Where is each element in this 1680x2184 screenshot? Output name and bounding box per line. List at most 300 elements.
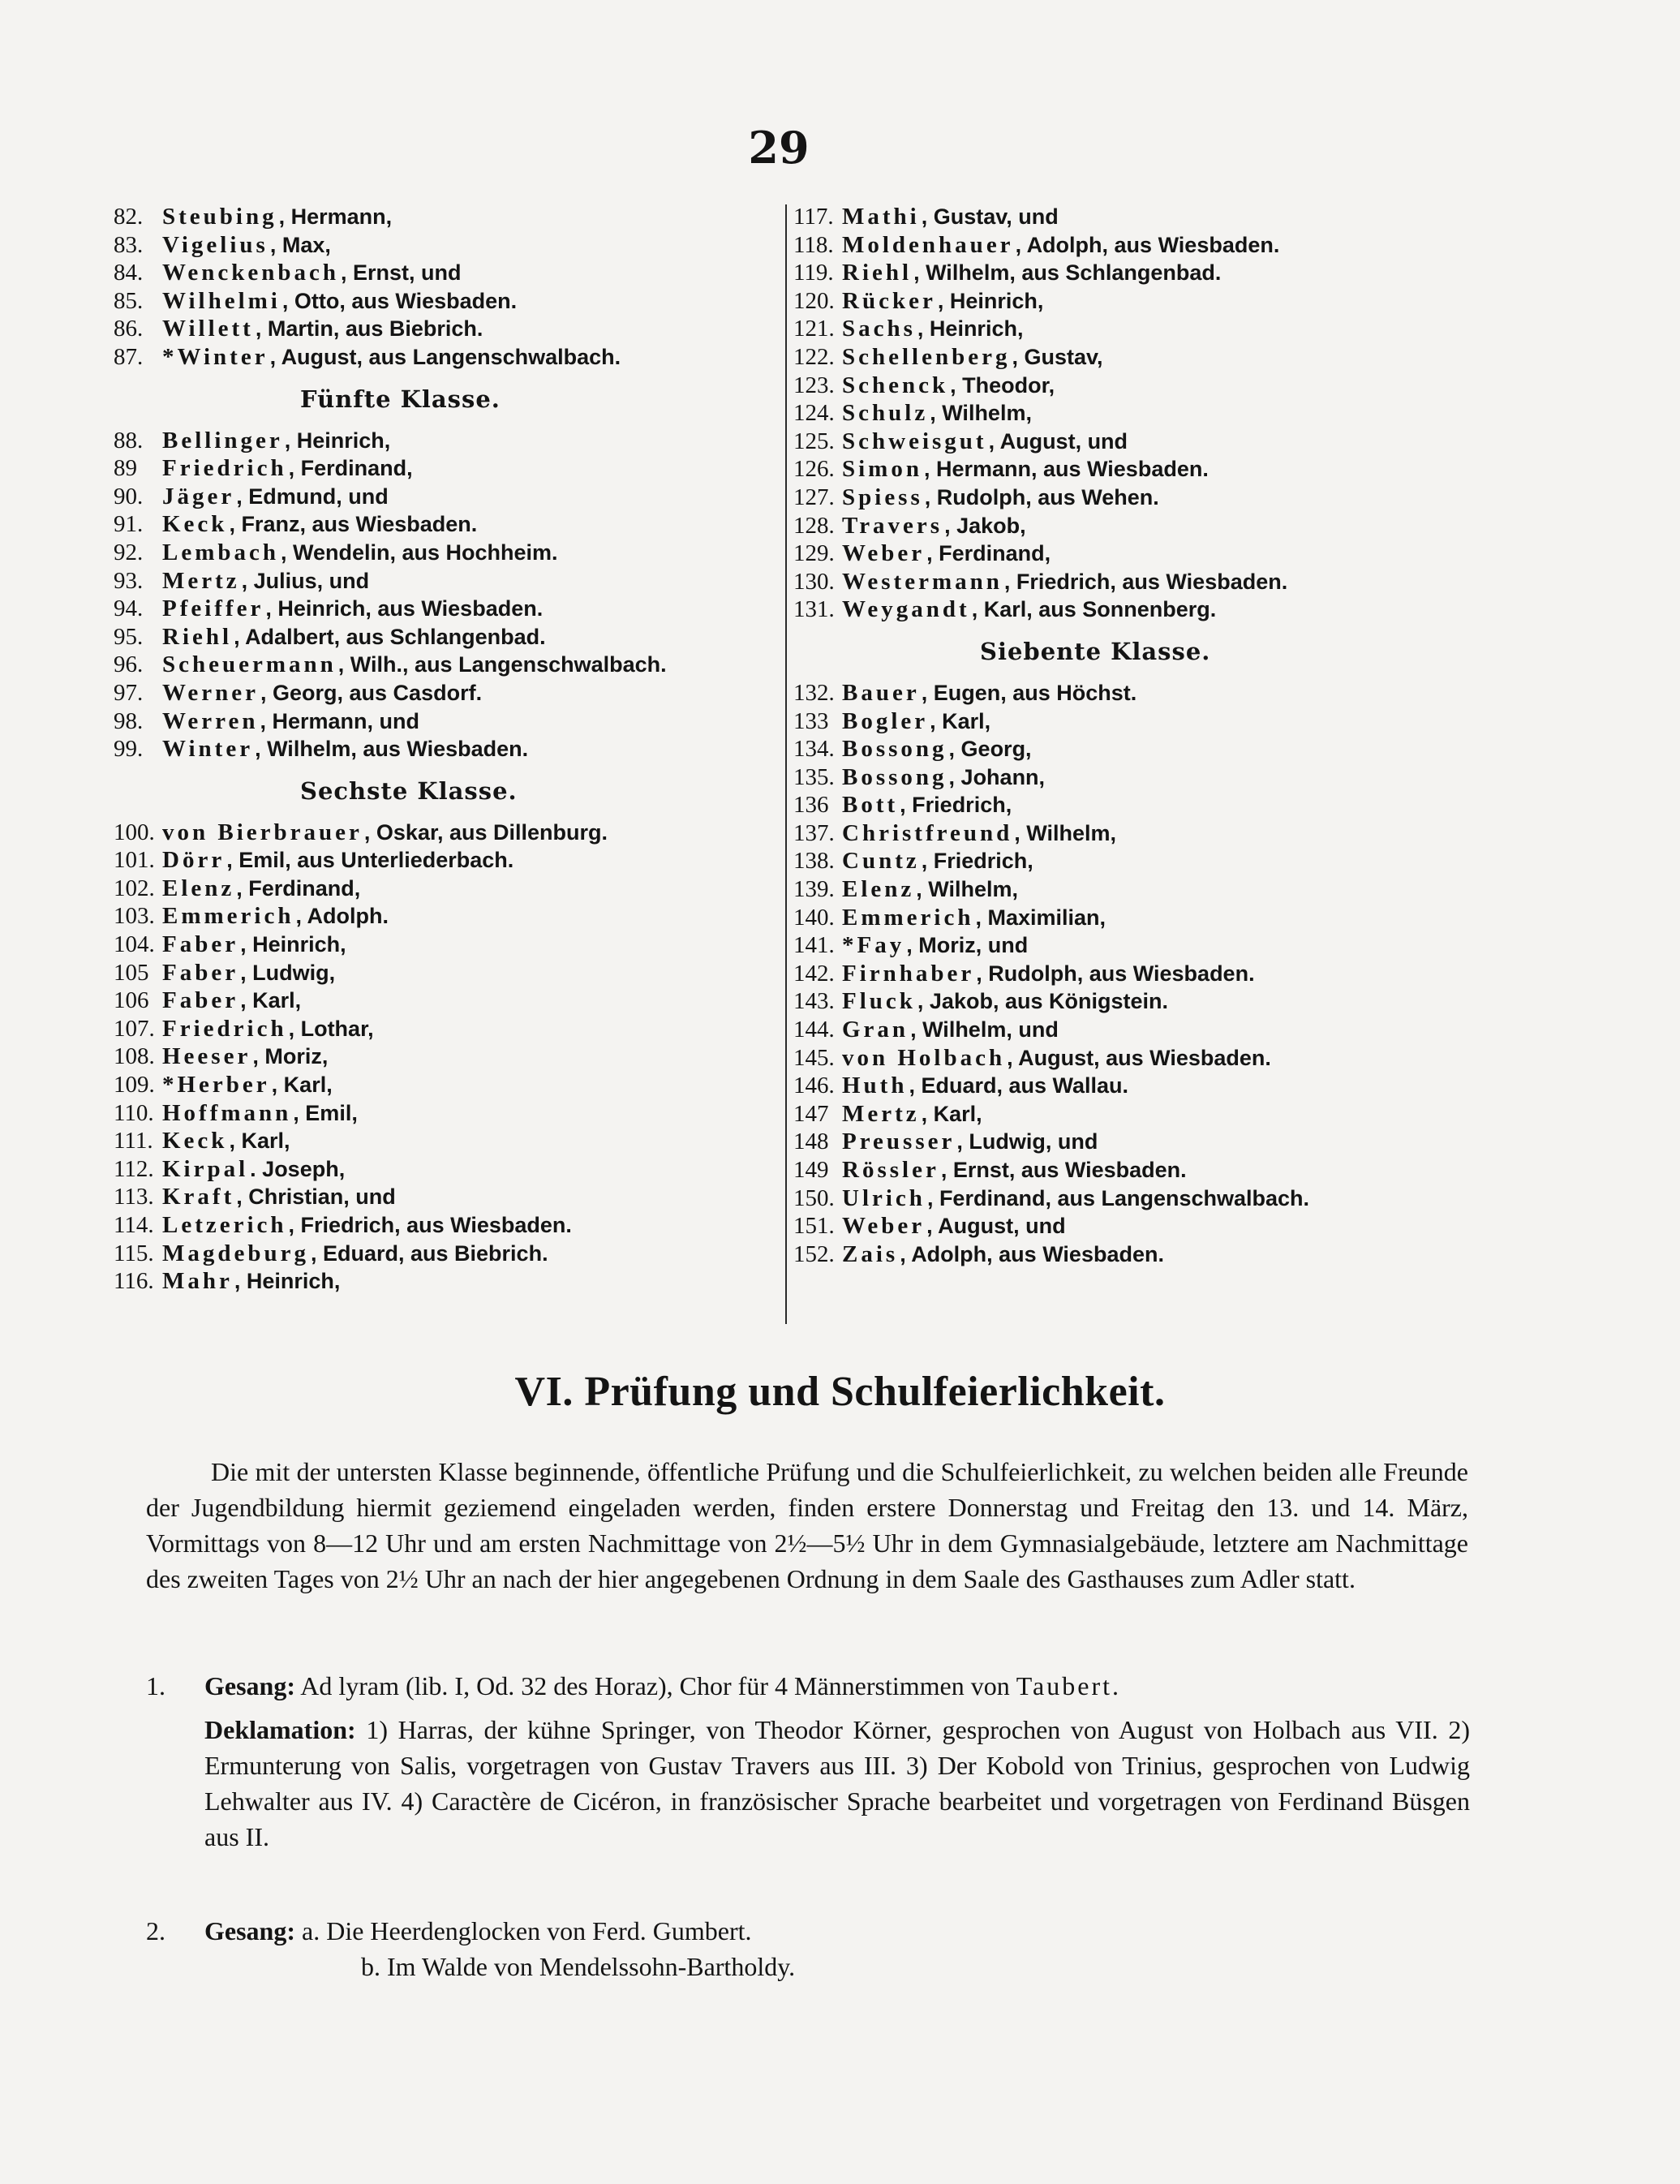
- entry-surname: Elenz: [842, 876, 915, 903]
- entry-number: 123.: [793, 372, 835, 398]
- entry-number: 104.: [114, 931, 155, 958]
- entry-surname: Kirpal: [162, 1155, 249, 1182]
- entry-details: , Heinrich,: [937, 288, 1044, 313]
- entry-details: , Heinrich,: [240, 932, 346, 957]
- entry-number: 142.: [793, 960, 835, 987]
- entry-details: , August, aus Langenschwalbach.: [269, 344, 621, 369]
- list-item: [114, 1071, 779, 1099]
- entry-surname: Schweisgut: [842, 428, 987, 454]
- entry-details: , Emil,: [293, 1100, 358, 1125]
- entry-number: 122.: [793, 343, 835, 370]
- entry-details: , Karl,: [930, 708, 991, 733]
- entry-surname: Travers: [842, 512, 943, 539]
- list-item: [114, 1099, 779, 1128]
- entry-surname: *Fay: [842, 932, 905, 959]
- entry-surname: Simon: [842, 456, 922, 483]
- entry-surname: Weber: [842, 1213, 926, 1240]
- entry-number: 91.: [114, 511, 144, 538]
- entry-details: , Wilhelm,: [916, 877, 1019, 902]
- column-divider: [785, 204, 787, 1324]
- right-column: [793, 203, 1483, 1268]
- entry-number: 90.: [114, 483, 144, 509]
- entry-details: , Wilhelm, und: [910, 1017, 1059, 1043]
- entry-details: , Wilhelm, aus Wiesbaden.: [255, 737, 529, 762]
- deklamation-text: 1) Harras, der kühne Springer, von Theodor Körner, gesprochen von August von Holbach aus VII. 2) Ermunterung von Salis, vorgetragen von Gustav Travers aus III. 3) Der Kobold von Trinius, gesprochen von Ludwig Lehwalter aus IV. 4) Caractère de Cicéron, in französischer Sprache bearbeitet und vorgetragen von Ferdinand Büsgen aus II.: [204, 1715, 1471, 1851]
- list-item: [114, 931, 779, 959]
- entry-details: , Maximilian,: [975, 905, 1106, 930]
- entry-details: , Karl,: [229, 1129, 290, 1154]
- entry-surname: Wenckenbach: [162, 260, 340, 286]
- list-item: [114, 1240, 779, 1268]
- list-item: [793, 231, 1483, 260]
- entry-surname: Friedrich: [162, 1015, 287, 1042]
- entry-number: 145.: [793, 1044, 835, 1071]
- entry-number: 143.: [793, 988, 835, 1015]
- list-item: [793, 512, 1483, 540]
- list-item: [114, 203, 779, 231]
- entry-number: 129.: [793, 540, 835, 567]
- entry-details: , Max,: [269, 232, 331, 257]
- entry-surname: Keck: [162, 1128, 228, 1154]
- list-item: [114, 315, 779, 343]
- entry-number: 94.: [114, 595, 144, 622]
- list-group-4: [114, 203, 779, 372]
- list-item: [114, 1267, 779, 1296]
- entry-details: , Oskar, aus Dillenburg.: [363, 819, 608, 845]
- entry-number: 121.: [793, 316, 835, 342]
- list-item: [114, 959, 779, 987]
- entry-details: , Hermann, aus Wiesbaden.: [923, 457, 1209, 482]
- entry-number: 99.: [114, 736, 144, 763]
- gesang-label: Gesang:: [204, 1671, 295, 1700]
- entry-number: 138.: [793, 848, 835, 875]
- list-item: [114, 1015, 779, 1043]
- entry-surname: Sachs: [842, 316, 916, 342]
- entry-surname: Friedrich: [162, 455, 287, 482]
- entry-surname: Wilhelmi: [162, 287, 281, 314]
- list-item: [114, 539, 779, 567]
- entry-surname: Firnhaber: [842, 960, 975, 987]
- entry-surname: Ulrich: [842, 1184, 926, 1211]
- entry-details: , Ferdinand,: [926, 541, 1051, 566]
- list-item: [793, 1240, 1483, 1269]
- entry-surname: Zais: [842, 1240, 899, 1267]
- list-item: [114, 679, 779, 707]
- entry-number: 103.: [114, 903, 155, 930]
- entry-details: , Eugen, aus Höchst.: [921, 680, 1137, 705]
- list-item: [793, 875, 1483, 904]
- entry-details: , Heinrich,: [234, 1269, 341, 1294]
- gesang-composer: Taubert.: [1016, 1671, 1121, 1700]
- entry-surname: Magdeburg: [162, 1240, 309, 1266]
- entry-details: , Adolph, aus Wiesbaden.: [1015, 232, 1280, 257]
- entry-number: 150.: [793, 1184, 835, 1211]
- entry-surname: Faber: [162, 931, 239, 958]
- list-item: [114, 846, 779, 875]
- list-item: [793, 735, 1483, 763]
- entry-details: , Ludwig, und: [956, 1129, 1098, 1154]
- gesang-label-2: Gesang:: [204, 1916, 295, 1945]
- entry-number: 84.: [114, 260, 144, 286]
- entry-details: , Ferdinand,: [288, 456, 413, 481]
- entry-number: 85.: [114, 287, 144, 314]
- entry-details: , Ferdinand, aus Langenschwalbach.: [926, 1185, 1310, 1210]
- entry-number: 86.: [114, 316, 144, 342]
- page-number: 29: [748, 122, 810, 174]
- list-item: [114, 595, 779, 623]
- entry-details: , Jakob,: [944, 513, 1026, 538]
- list-item: [793, 1184, 1483, 1213]
- entry-number: 113.: [114, 1184, 154, 1210]
- entry-surname: Pfeiffer: [162, 595, 264, 622]
- entry-number: 152.: [793, 1240, 835, 1267]
- entry-number: 119.: [793, 260, 834, 286]
- entry-number: 83.: [114, 231, 144, 258]
- entry-details: , Karl, aus Sonnenberg.: [971, 597, 1217, 622]
- entry-surname: Rössler: [842, 1157, 939, 1183]
- entry-surname: Mahr: [162, 1268, 233, 1295]
- entry-details: , Martin, aus Biebrich.: [255, 316, 483, 342]
- entry-number: 102.: [114, 875, 155, 901]
- list-item: [793, 791, 1483, 819]
- entry-surname: Bossong: [842, 736, 947, 763]
- entry-surname: Huth: [842, 1073, 908, 1099]
- list-item: [793, 1072, 1483, 1100]
- heading-siebente-klasse: Siebente Klasse.: [980, 637, 1211, 665]
- section-paragraph: Die mit der untersten Klasse beginnende, öffentliche Prüfung und die Schulfeierlichkeit, zu welchen beiden alle Freunde der Jugendbildung hiermit geziemend eingeladen werden, finden erstere Donnerstag und Freitag den 13. und 14. März, Vormittags von 8—12 Uhr und am ersten Nachmittage von 2½—5½ Uhr in dem Gymnasialgebäude, letztere am Nachmittage des zweiten Tages von 2½ Uhr an nach der hier angegebenen Ordnung in dem Saale des Gasthauses zum Adler statt.: [146, 1457, 1468, 1593]
- entry-details: , Gustav,: [1012, 344, 1103, 369]
- list-item: [793, 819, 1483, 848]
- entry-details: , Rudolph, aus Wiesbaden.: [976, 961, 1255, 986]
- entry-details: , Eduard, aus Wallau.: [909, 1073, 1129, 1098]
- entry-surname: Bogler: [842, 707, 929, 734]
- entry-number: 110.: [114, 1099, 154, 1126]
- entry-number: 97.: [114, 679, 144, 706]
- entry-details: . Joseph,: [250, 1156, 346, 1181]
- list-item: [793, 343, 1483, 372]
- entry-surname: Emmerich: [842, 904, 974, 931]
- entry-surname: Vigelius: [162, 231, 269, 258]
- entry-number: 115.: [114, 1240, 154, 1266]
- list-group-7: [793, 679, 1483, 1268]
- entry-details: , Rudolph, aus Wehen.: [924, 484, 1159, 509]
- entry-number: 111.: [114, 1128, 153, 1154]
- list-item: [793, 455, 1483, 484]
- list-item: [114, 1043, 779, 1071]
- entry-number: 112.: [114, 1155, 154, 1182]
- entry-surname: Kraft: [162, 1184, 235, 1210]
- entry-number: 131.: [793, 596, 835, 623]
- entry-surname: von Holbach: [842, 1044, 1006, 1071]
- entry-number: 89: [114, 455, 137, 482]
- entry-number: 135.: [793, 763, 835, 790]
- entry-details: , Adalbert, aus Schlangenbad.: [234, 624, 546, 649]
- program-item-number: 2.: [146, 1916, 165, 1945]
- entry-number: 125.: [793, 428, 835, 454]
- entry-surname: Christfreund: [842, 819, 1013, 846]
- entry-number: 92.: [114, 539, 144, 565]
- list-item: [114, 735, 779, 763]
- entry-details: , Wilh., aus Langenschwalbach.: [337, 652, 667, 677]
- entry-surname: Mathi: [842, 204, 920, 230]
- entry-details: , Adolph.: [295, 904, 389, 929]
- left-column: [114, 203, 779, 1296]
- entry-details: , Heinrich, aus Wiesbaden.: [265, 596, 544, 621]
- entry-number: 151.: [793, 1213, 835, 1240]
- list-item: [793, 1016, 1483, 1044]
- entry-details: , Moriz,: [252, 1044, 329, 1069]
- entry-number: 95.: [114, 623, 144, 650]
- gesang-line-a: a. Die Heerdenglocken von Ferd. Gumbert.: [302, 1916, 752, 1945]
- entry-details: , Wilhelm,: [1014, 820, 1116, 845]
- entry-details: , Emil, aus Unterliederbach.: [226, 848, 514, 873]
- list-item: [114, 902, 779, 931]
- entry-number: 82.: [114, 204, 144, 230]
- entry-details: , Hermann,: [278, 204, 393, 229]
- entry-surname: Lembach: [162, 539, 279, 565]
- entry-number: 147: [793, 1100, 829, 1127]
- list-item: [793, 1156, 1483, 1184]
- entry-number: 116.: [114, 1268, 154, 1295]
- entry-surname: Spiess: [842, 484, 923, 510]
- entry-details: , August, aus Wiesbaden.: [1007, 1045, 1271, 1070]
- entry-surname: Schulz: [842, 400, 929, 427]
- entry-surname: Faber: [162, 959, 239, 986]
- entry-details: , Karl,: [240, 988, 302, 1013]
- list-item: [114, 1211, 779, 1240]
- list-group-6b: [793, 203, 1483, 624]
- entry-details: , Karl,: [271, 1073, 333, 1098]
- entry-surname: Bellinger: [162, 427, 283, 454]
- entry-number: 100.: [114, 819, 155, 845]
- entry-surname: von Bierbrauer: [162, 819, 363, 845]
- list-item: [114, 343, 779, 372]
- entry-details: , Johann,: [948, 764, 1046, 789]
- entry-number: 141.: [793, 932, 835, 959]
- entry-surname: Steubing: [162, 204, 277, 230]
- entry-surname: Weygandt: [842, 596, 970, 623]
- entry-details: , Otto, aus Wiesbaden.: [281, 288, 518, 313]
- entry-details: , Georg,: [948, 737, 1032, 762]
- list-item: [114, 623, 779, 651]
- list-item: [793, 484, 1483, 512]
- entry-number: 107.: [114, 1015, 155, 1042]
- list-item: [793, 707, 1483, 736]
- list-item: [793, 540, 1483, 568]
- list-item: [114, 483, 779, 511]
- entry-number: 127.: [793, 484, 835, 510]
- list-item: [114, 427, 779, 455]
- section-heading: VI. Prüfung und Schulfeierlichkeit.: [514, 1369, 1166, 1415]
- list-item: [793, 960, 1483, 988]
- entry-details: , Ludwig,: [240, 960, 336, 985]
- list-item: [793, 568, 1483, 596]
- entry-details: , Heinrich,: [284, 428, 391, 453]
- entry-details: , Wilhelm,: [930, 401, 1032, 426]
- entry-surname: Keck: [162, 511, 228, 538]
- list-item: [793, 931, 1483, 960]
- entry-details: , August, und: [926, 1214, 1066, 1239]
- list-item: [793, 203, 1483, 231]
- entry-number: 128.: [793, 512, 835, 539]
- list-item: [114, 875, 779, 903]
- entry-number: 117.: [793, 204, 834, 230]
- entry-number: 96.: [114, 651, 144, 678]
- list-item: [114, 231, 779, 260]
- list-item: [793, 679, 1483, 707]
- list-item: [114, 651, 779, 679]
- list-item: [793, 847, 1483, 875]
- entry-details: , Hermann, und: [260, 708, 420, 733]
- entry-number: 133: [793, 707, 829, 734]
- program-item-number: 1.: [146, 1671, 165, 1700]
- entry-surname: Weber: [842, 540, 926, 567]
- entry-details: , Heinrich,: [917, 316, 1024, 342]
- list-item: [793, 763, 1483, 792]
- entry-details: , Edmund, und: [236, 484, 389, 509]
- entry-surname: Fluck: [842, 988, 916, 1015]
- heading-sechste-klasse: Sechste Klasse.: [300, 776, 518, 805]
- entry-number: 114.: [114, 1212, 154, 1238]
- list-item: [114, 819, 779, 847]
- entry-number: 108.: [114, 1043, 155, 1070]
- list-item: [114, 1127, 779, 1155]
- entry-number: 118.: [793, 231, 834, 258]
- entry-surname: Schenck: [842, 372, 949, 398]
- heading-fuenfte-klasse: Fünfte Klasse.: [300, 385, 501, 413]
- gesang-line: [204, 1668, 1121, 1704]
- list-item: [114, 454, 779, 483]
- list-item: [114, 510, 779, 539]
- entry-number: 149: [793, 1157, 829, 1183]
- entry-number: 146.: [793, 1073, 835, 1099]
- entry-surname: Willett: [162, 316, 254, 342]
- list-item: [793, 1128, 1483, 1156]
- entry-surname: *Herber: [162, 1072, 270, 1098]
- entry-surname: Rücker: [842, 287, 936, 314]
- entry-details: , Lothar,: [288, 1016, 374, 1041]
- list-item: [793, 1044, 1483, 1073]
- entry-surname: Elenz: [162, 875, 235, 901]
- entry-details: , Friedrich, aus Wiesbaden.: [1003, 569, 1288, 594]
- entry-details: , Eduard, aus Biebrich.: [311, 1240, 548, 1266]
- list-item: [114, 259, 779, 287]
- entry-details: , Friedrich,: [900, 793, 1012, 818]
- deklamation-label: Deklamation:: [204, 1715, 356, 1744]
- entry-details: , Julius, und: [241, 568, 370, 593]
- entry-number: 87.: [114, 343, 144, 370]
- list-item: [793, 987, 1483, 1016]
- list-item: [793, 904, 1483, 932]
- list-item: [793, 428, 1483, 456]
- entry-surname: Heeser: [162, 1043, 251, 1070]
- entry-number: 124.: [793, 400, 835, 427]
- entry-surname: Moldenhauer: [842, 231, 1014, 258]
- list-item: [793, 399, 1483, 428]
- list-group-6: [114, 819, 779, 1296]
- list-item: [793, 595, 1483, 624]
- entry-surname: Cuntz: [842, 848, 920, 875]
- list-item: [114, 1155, 779, 1184]
- gesang-text: Ad lyram (lib. I, Od. 32 des Horaz), Chor für 4 Männerstimmen von: [300, 1671, 1016, 1700]
- entry-details: , Ernst, und: [341, 260, 462, 286]
- entry-details: , Friedrich, aus Wiesbaden.: [288, 1213, 572, 1237]
- entry-number: 126.: [793, 456, 835, 483]
- deklamation-block: [204, 1712, 1470, 1855]
- list-item: [793, 372, 1483, 400]
- entry-number: 140.: [793, 904, 835, 931]
- entry-number: 93.: [114, 567, 144, 594]
- entry-number: 148: [793, 1129, 829, 1155]
- entry-surname: Westermann: [842, 568, 1003, 595]
- entry-number: 98.: [114, 707, 144, 734]
- entry-details: , Friedrich,: [921, 849, 1033, 874]
- entry-details: , Adolph, aus Wiesbaden.: [900, 1241, 1164, 1266]
- entry-surname: Riehl: [162, 623, 233, 650]
- entry-surname: *Winter: [162, 343, 269, 370]
- list-item: [793, 315, 1483, 343]
- list-item: [793, 287, 1483, 316]
- entry-number: 136: [793, 792, 829, 819]
- entry-number: 130.: [793, 568, 835, 595]
- entry-details: , Ferdinand,: [236, 875, 361, 901]
- entry-surname: Preusser: [842, 1129, 956, 1155]
- entry-surname: Riehl: [842, 260, 913, 286]
- list-item: [114, 287, 779, 316]
- entry-details: , Georg, aus Casdorf.: [260, 680, 483, 705]
- list-item: [114, 707, 779, 736]
- entry-number: 137.: [793, 819, 835, 846]
- entry-details: , Ernst, aus Wiesbaden.: [940, 1158, 1187, 1182]
- entry-surname: Winter: [162, 736, 254, 763]
- list-item: [114, 987, 779, 1015]
- entry-surname: Letzerich: [162, 1212, 287, 1238]
- entry-details: , Moriz, und: [906, 933, 1029, 958]
- entry-details: , Gustav, und: [921, 204, 1059, 229]
- entry-number: 88.: [114, 427, 144, 454]
- entry-surname: Gran: [842, 1017, 909, 1043]
- entry-number: 101.: [114, 847, 155, 874]
- list-item: [793, 259, 1483, 287]
- entry-surname: Emmerich: [162, 903, 294, 930]
- list-item: [114, 567, 779, 595]
- entry-number: 144.: [793, 1017, 835, 1043]
- list-group-5: [114, 427, 779, 763]
- entry-number: 106: [114, 987, 149, 1014]
- entry-surname: Bauer: [842, 679, 920, 706]
- gesang-line-b: b. Im Walde von Mendelssohn-Bartholdy.: [361, 1952, 796, 1981]
- entry-surname: Bossong: [842, 763, 947, 790]
- entry-surname: Werner: [162, 679, 260, 706]
- entry-details: , Jakob, aus Königstein.: [917, 989, 1168, 1014]
- entry-surname: Schellenberg: [842, 343, 1011, 370]
- entry-number: 134.: [793, 736, 835, 763]
- entry-details: , Franz, aus Wiesbaden.: [229, 512, 478, 537]
- entry-surname: Scheuermann: [162, 651, 337, 678]
- entry-number: 109.: [114, 1072, 155, 1098]
- entry-surname: Bott: [842, 792, 899, 819]
- list-item: [114, 1183, 779, 1211]
- entry-details: , August, und: [988, 428, 1128, 454]
- entry-number: 139.: [793, 876, 835, 903]
- entry-details: , Christian, und: [236, 1184, 396, 1210]
- entry-number: 132.: [793, 679, 835, 706]
- entry-surname: Dörr: [162, 847, 226, 874]
- entry-surname: Faber: [162, 987, 239, 1014]
- gesang-line-2: [204, 1913, 751, 1949]
- entry-number: 120.: [793, 287, 835, 314]
- entry-number: 105: [114, 959, 149, 986]
